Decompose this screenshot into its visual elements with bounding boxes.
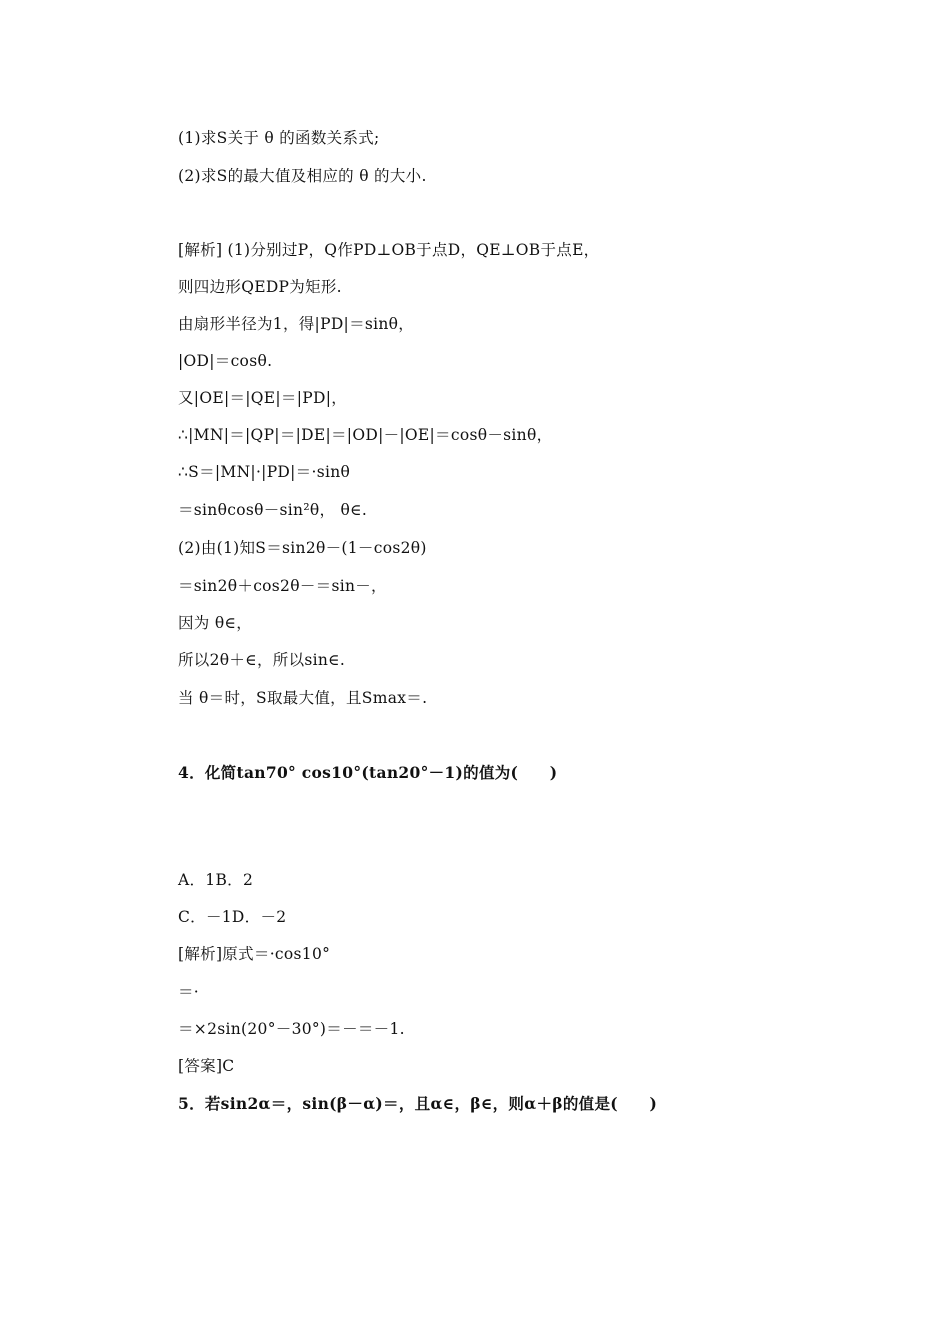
solution-line: ＝sinθcosθ－sin²θ， θ∈.	[178, 501, 368, 519]
solution-line: [解析] (1)分别过P，Q作PD⊥OB于点D，QE⊥OB于点E，	[178, 241, 600, 259]
solution-line: 又|OE|＝|QE|＝|PD|，	[178, 389, 348, 407]
question-part-2: (2)求S的最大值及相应的 θ 的大小.	[178, 167, 427, 185]
solution-line: ＝×2sin(20°－30°)＝－＝－1.	[178, 1020, 405, 1038]
solution-line: (2)由(1)知S＝sin2θ－(1－cos2θ)	[178, 539, 427, 557]
solution-line: ∴|MN|＝|QP|＝|DE|＝|OD|－|OE|＝cosθ－sinθ，	[178, 426, 553, 444]
question-4: 4．化简tan70° cos10°(tan20°－1)的值为( )	[178, 763, 558, 782]
question-5: 5．若sin2α＝，sin(β－α)＝，且α∈，β∈，则α＋β的值是( )	[178, 1094, 658, 1113]
choice-line: C．－1D．－2	[178, 908, 287, 926]
solution-line: 所以2θ＋∈，所以sin∈.	[178, 651, 346, 669]
solution-line: [解析]原式＝·cos10°	[178, 945, 331, 963]
solution-line: ＝sin2θ＋cos2θ－＝sin－，	[178, 577, 387, 595]
solution-line: ＝·	[178, 983, 200, 1001]
answer-line: [答案]C	[178, 1057, 235, 1075]
solution-line: |OD|＝cosθ.	[178, 352, 273, 370]
solution-line: 因为 θ∈，	[178, 614, 253, 632]
solution-line: 由扇形半径为1，得|PD|＝sinθ，	[178, 315, 415, 333]
solution-line: ∴S＝|MN|·|PD|＝·sinθ	[178, 463, 351, 481]
solution-line: 则四边形QEDP为矩形.	[178, 278, 342, 296]
solution-line: 当 θ＝时，S取最大值，且Smax＝.	[178, 689, 428, 707]
question-part-1: (1)求S关于 θ 的函数关系式;	[178, 129, 380, 147]
choice-line: A．1B．2	[178, 871, 254, 889]
